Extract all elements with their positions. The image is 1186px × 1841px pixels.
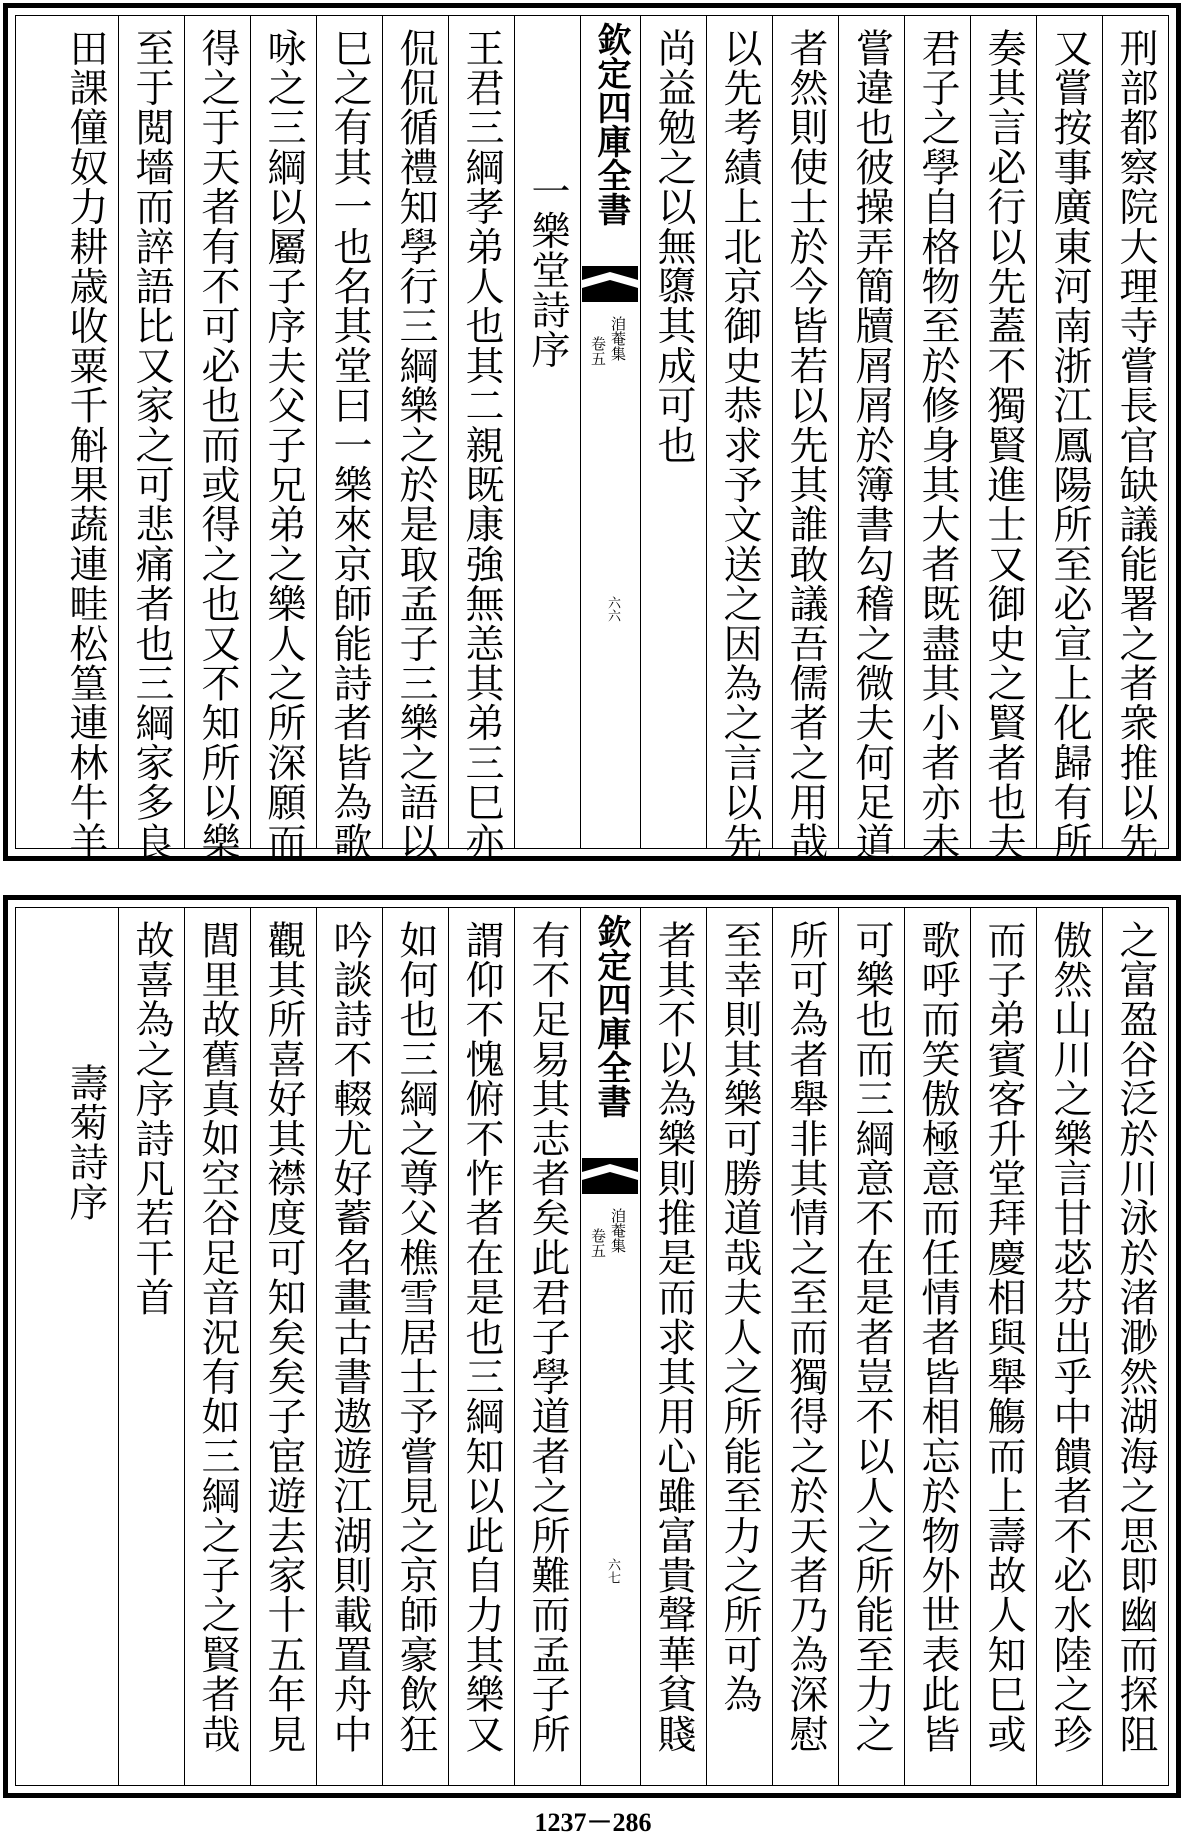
text-column: 吟談詩不輟尤好蓄名畫古書遨遊江湖則載置舟中 (316, 908, 382, 1785)
text-column: 又嘗按事廣東河南浙江鳳陽所至必宣上化歸有所 (1036, 16, 1102, 848)
text-column: 咏之三綱以屬子序夫父子兄弟之樂人之所深願而 (250, 16, 316, 848)
volume-number: 卷五 (589, 1228, 607, 1258)
center-gutter (580, 908, 640, 1785)
text-column: 巳之有其一也名其堂曰一樂來京師能詩者皆為歌 (316, 16, 382, 848)
text-column: 所可為者舉非其情之至而獨得之於天者乃為深慰 (772, 908, 838, 1785)
text-column: 者其不以為樂則推是而求其用心雖富貴聲華貧賤 (640, 908, 706, 1785)
bottom-page-columns (16, 908, 1168, 1785)
book-title: 欽定四庫全書 (591, 914, 631, 1118)
text-column: 王君三綱孝弟人也其二親既康強無恙其弟三巳亦 (448, 16, 514, 848)
text-column: 田課僮奴力耕歳收粟千斛果蔬連畦松篁連林牛羊 (63, 28, 108, 862)
top-page-frame (3, 3, 1181, 861)
text-column: 而子弟賓客升堂拜慶相與舉觴而上壽故人知巳或 (970, 908, 1036, 1785)
text-column: 尚益勉之以無隳其成可也 (640, 16, 706, 848)
text-column: 刑部都察院大理寺嘗長官缺議能署之者衆推以先 (1102, 16, 1168, 848)
text-column: 之富盈谷泛於川泳於渚渺然湖海之思即幽而探阻 (1102, 908, 1168, 1785)
text-column: 以先考績上北京御史恭求予文送之因為之言以先 (706, 16, 772, 848)
fish-tail-mark-icon (582, 266, 638, 302)
volume-number: 卷五 (589, 336, 607, 366)
fish-tail-mark-icon (582, 1158, 638, 1194)
bottom-page-inner-border (15, 907, 1169, 1786)
collection-name: 洎菴集 (609, 316, 627, 361)
text-column: 君子之學自格物至於修身其大者既盡其小者亦未 (904, 16, 970, 848)
text-column: 者然則使士於今皆若以先其誰敢議吾儒者之用哉 (772, 16, 838, 848)
text-column: 至于閲墻而誶語比又家之可悲痛者也三綱家多良 (118, 16, 184, 848)
text-column: 奏其言必行以先蓋不獨賢進士又御史之賢者也夫 (970, 16, 1036, 848)
collection-name: 洎菴集 (609, 1208, 627, 1253)
text-column: 可樂也而三綱意不在是者豈不以人之所能至力之 (838, 908, 904, 1785)
text-column: 歌呼而笑傲極意而任情者皆相忘於物外世表此皆 (904, 908, 970, 1785)
text-column: 傲然山川之樂言甘苾芬出乎中饋者不必水陸之珍 (1036, 908, 1102, 1785)
text-column: 侃侃循禮知學行三綱樂之於是取孟子三樂之語以 (382, 16, 448, 848)
page-number: 六七 (605, 1558, 620, 1584)
book-title: 欽定四庫全書 (591, 22, 631, 226)
top-page-inner-border (15, 15, 1169, 862)
section-title: 一樂堂詩序 (514, 16, 580, 848)
center-gutter (580, 16, 640, 848)
bottom-page-frame (3, 895, 1181, 1798)
text-column: 嘗違也彼操弄簡牘屑屑於簿書勾稽之微夫何足道 (838, 16, 904, 848)
top-page-columns (16, 16, 1168, 862)
text-column: 得之于天者有不可必也而或得之也又不知所以樂 (184, 16, 250, 848)
text-column: 故喜為之序詩凡若干首 (118, 908, 184, 1785)
text-column: 至幸則其樂可勝道哉夫人之所能至力之所可為 (706, 908, 772, 1785)
text-column: 如何也三綱之尊父樵雪居士予嘗見之京師豪飲狂 (382, 908, 448, 1785)
text-column: 觀其所喜好其襟度可知矣矣子宦遊去家十五年見 (250, 908, 316, 1785)
page-footer-number: 1237－286 (534, 1808, 652, 1837)
page-number: 六六 (605, 596, 620, 622)
text-column: 閭里故舊真如空谷足音況有如三綱之子之賢者哉 (184, 908, 250, 1785)
text-column: 有不足易其志者矣此君子學道者之所難而孟子所 (514, 908, 580, 1785)
text-column: 謂仰不愧俯不怍者在是也三綱知以此自力其樂又 (448, 908, 514, 1785)
section-title: 壽菊詩序 (63, 1063, 108, 1222)
